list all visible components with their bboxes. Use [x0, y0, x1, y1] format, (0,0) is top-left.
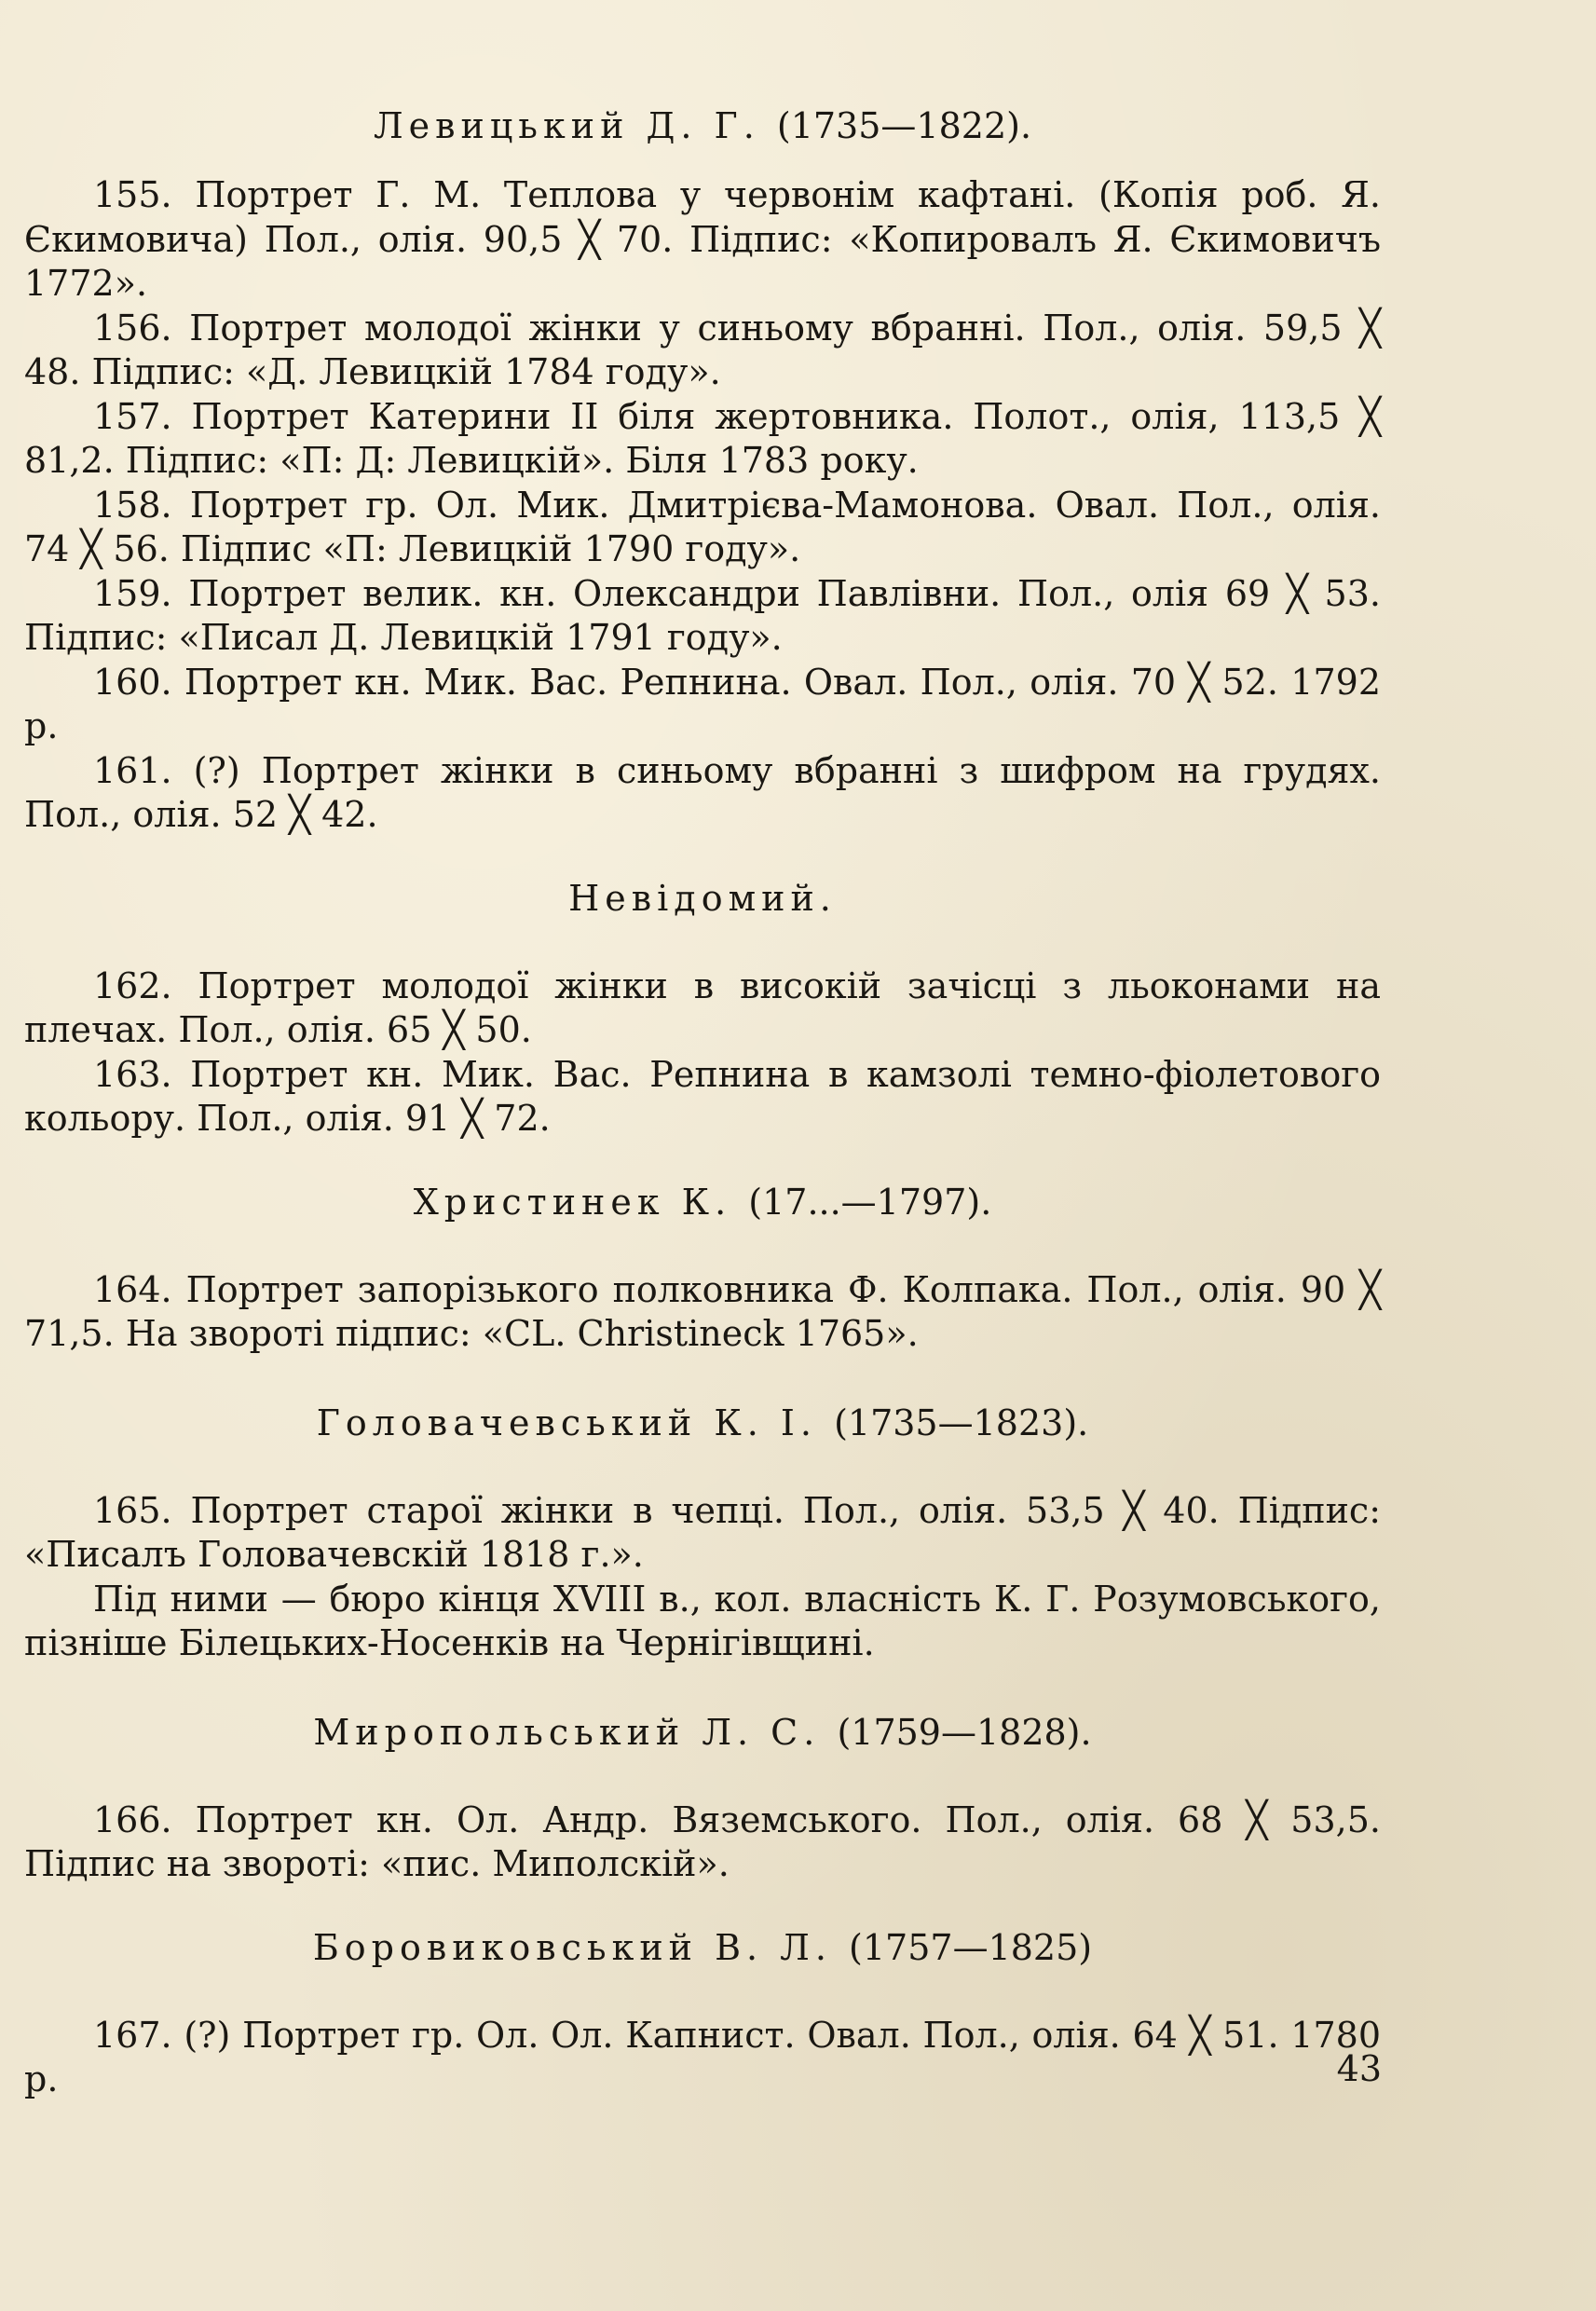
artist-name: Головачевський К. І. [316, 1402, 817, 1443]
catalog-entry: 162. Портрет молодої жінки в високій зачісці з льоконами на плечах. Пол., олія. 65 ╳ 50. [24, 964, 1381, 1050]
artist-name: Боровиковський В. Л. [312, 1926, 832, 1968]
catalog-entry: 158. Портрет гр. Ол. Мик. Дмитрієва-Мамонова. Овал. Пол., олія. 74 ╳ 56. Підпис «П: Левицкій 1790 году». [24, 484, 1381, 569]
artist-dates: (17...—1797). [748, 1181, 992, 1223]
section-heading [24, 1400, 1381, 1446]
catalog-entry: 166. Портрет кн. Ол. Андр. Вяземського. Пол., олія. 68 ╳ 53,5. Підпис на звороті: «пис. Миполскій». [24, 1798, 1381, 1884]
artist-dates: (1735—1823). [834, 1402, 1089, 1443]
artist-name: Миропольський Л. С. [313, 1711, 821, 1753]
section-heading [24, 1709, 1381, 1756]
catalog-note: Під ними — бюро кінця XVIII в., кол. власність К. Г. Розумовського, пізніше Білецьких-Носенків на Чернігівщині. [24, 1578, 1381, 1663]
catalog-entry: 163. Портрет кн. Мик. Вас. Репнина в камзолі темно-фіолетового кольору. Пол., олія. 91 ╳ 72. [24, 1053, 1381, 1139]
catalog-entry: 156. Портрет молодої жінки у синьому вбранні. Пол., олія. 59,5 ╳ 48. Підпис: «Д. Левицкій 1784 году». [24, 307, 1381, 392]
section-heading [24, 1179, 1381, 1225]
catalog-entry: 157. Портрет Катерини II біля жертовника. Полот., олія, 113,5 ╳ 81,2. Підпис: «П: Д: Левицкій». Біля 1783 року. [24, 395, 1381, 481]
artist-name: Невідомий. [568, 877, 837, 919]
section-heading [24, 103, 1381, 149]
catalog-text [24, 103, 1381, 2102]
artist-name: Христинек К. [413, 1181, 732, 1223]
artist-dates: (1757—1825) [849, 1926, 1093, 1968]
catalog-entry: 159. Портрет велик. кн. Олександри Павлівни. Пол., олія 69 ╳ 53. Підпис: «Писал Д. Левицкій 1791 году». [24, 572, 1381, 658]
artist-name: Левицький Д. Г. [373, 105, 760, 146]
catalog-entry: 164. Портрет запорізького полковника Ф. Колпака. Пол., олія. 90 ╳ 71,5. На звороті підпис: «CL. Christineck 1765». [24, 1268, 1381, 1354]
artist-dates: (1759—1828). [837, 1711, 1092, 1753]
catalog-entry: 161. (?) Портрет жінки в синьому вбранні з шифром на грудях. Пол., олія. 52 ╳ 42. [24, 749, 1381, 835]
catalog-entry: 155. Портрет Г. М. Теплова у червонім кафтані. (Копія роб. Я. Єкимовича) Пол., олія. 90,5 ╳ 70. Підпис: «Копировалъ Я. Єкимовичъ 1772». [24, 174, 1381, 304]
section-heading [24, 875, 1381, 922]
catalog-entry: 160. Портрет кн. Мик. Вас. Репнина. Овал. Пол., олія. 70 ╳ 52. 1792 р. [24, 661, 1381, 746]
catalog-entry: 165. Портрет старої жінки в чепці. Пол., олія. 53,5 ╳ 40. Підпис: «Писалъ Головачевскій 1818 г.». [24, 1489, 1381, 1575]
artist-dates: (1735—1822). [776, 105, 1032, 146]
section-heading [24, 1924, 1381, 1971]
catalog-entry: 167. (?) Портрет гр. Ол. Ол. Капнист. Овал. Пол., олія. 64 ╳ 51. 1780 р. [24, 2014, 1381, 2099]
page-number: 43 [1336, 2048, 1382, 2089]
